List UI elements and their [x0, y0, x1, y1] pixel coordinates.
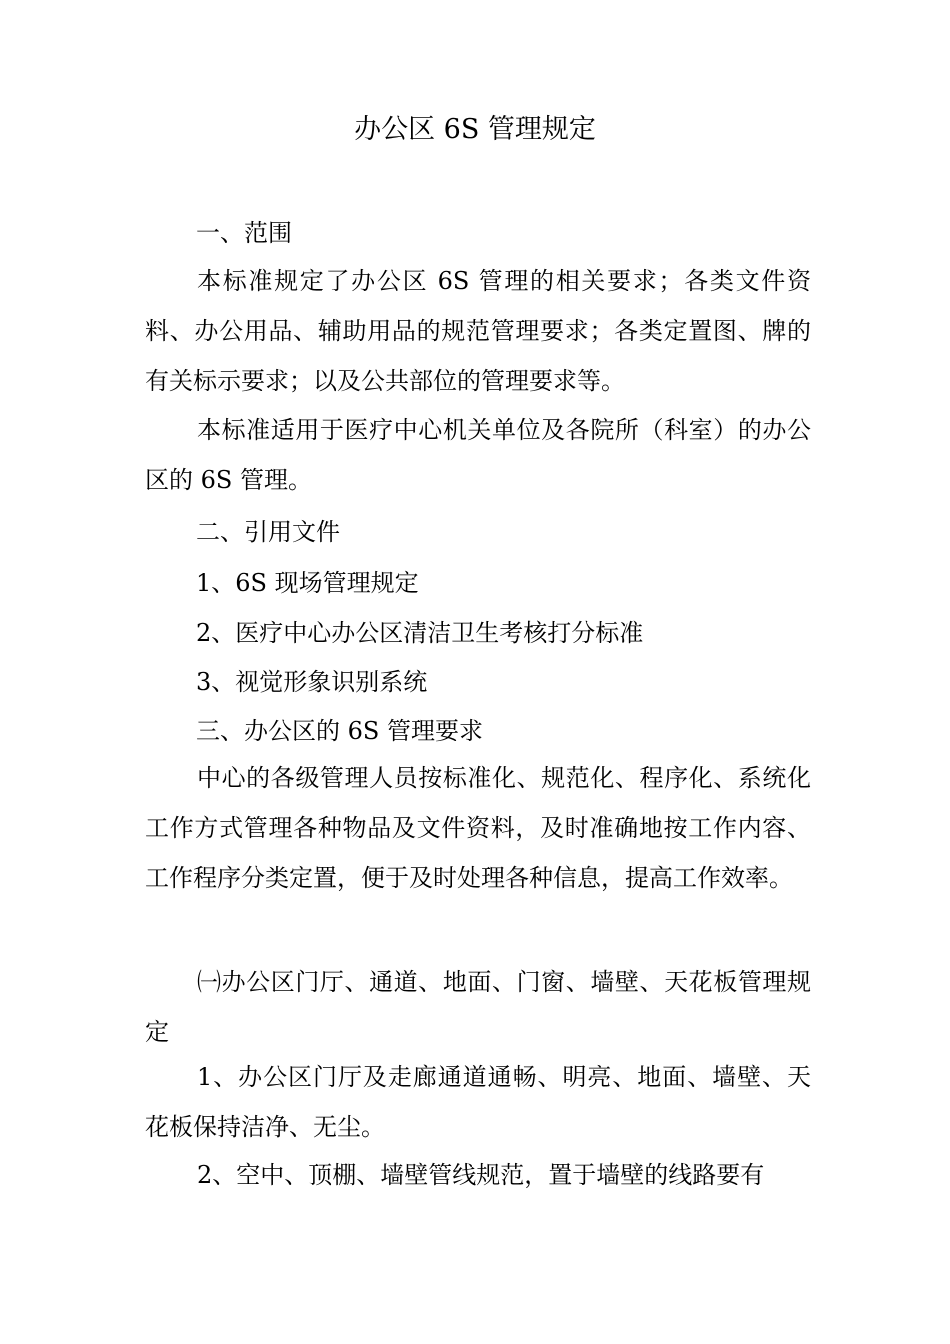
reference-item: 1、6S 现场管理规定 — [196, 569, 419, 597]
scope-paragraph-1: 本标准规定了办公区 6S 管理的相关要求；各类文件资料、办公用品、辅助用品的规范管理要求；各类定置图、牌的有关标示要求；以及公共部位的管理要求等。 — [145, 267, 811, 395]
reference-item: 2、医疗中心办公区清洁卫生考核打分标准 — [196, 619, 644, 647]
section-heading-scope: 一、范围 — [196, 219, 292, 247]
section-heading-requirements: 三、办公区的 6S 管理要求 — [196, 717, 483, 745]
document-title: 办公区 6S 管理规定 — [354, 114, 596, 145]
reference-item: 3、视觉形象识别系统 — [196, 668, 428, 696]
scope-paragraph-2: 本标准适用于医疗中心机关单位及各院所（科室）的办公区的 6S 管理。 — [145, 416, 811, 494]
requirements-paragraph: 中心的各级管理人员按标准化、规范化、程序化、系统化工作方式管理各种物品及文件资料，及时准确地按工作内容、工作程序分类定置，便于及时处理各种信息，提高工作效率。 — [145, 764, 811, 892]
subsection-heading: ㈠办公区门厅、通道、地面、门窗、墙壁、天花板管理规定 — [145, 968, 811, 1046]
rule-item: 2、空中、顶棚、墙壁管线规范，置于墙壁的线路要有 — [197, 1161, 765, 1189]
section-heading-references: 二、引用文件 — [196, 518, 340, 546]
rule-item: 1、办公区门厅及走廊通道通畅、明亮、地面、墙壁、天花板保持洁净、无尘。 — [145, 1063, 811, 1141]
